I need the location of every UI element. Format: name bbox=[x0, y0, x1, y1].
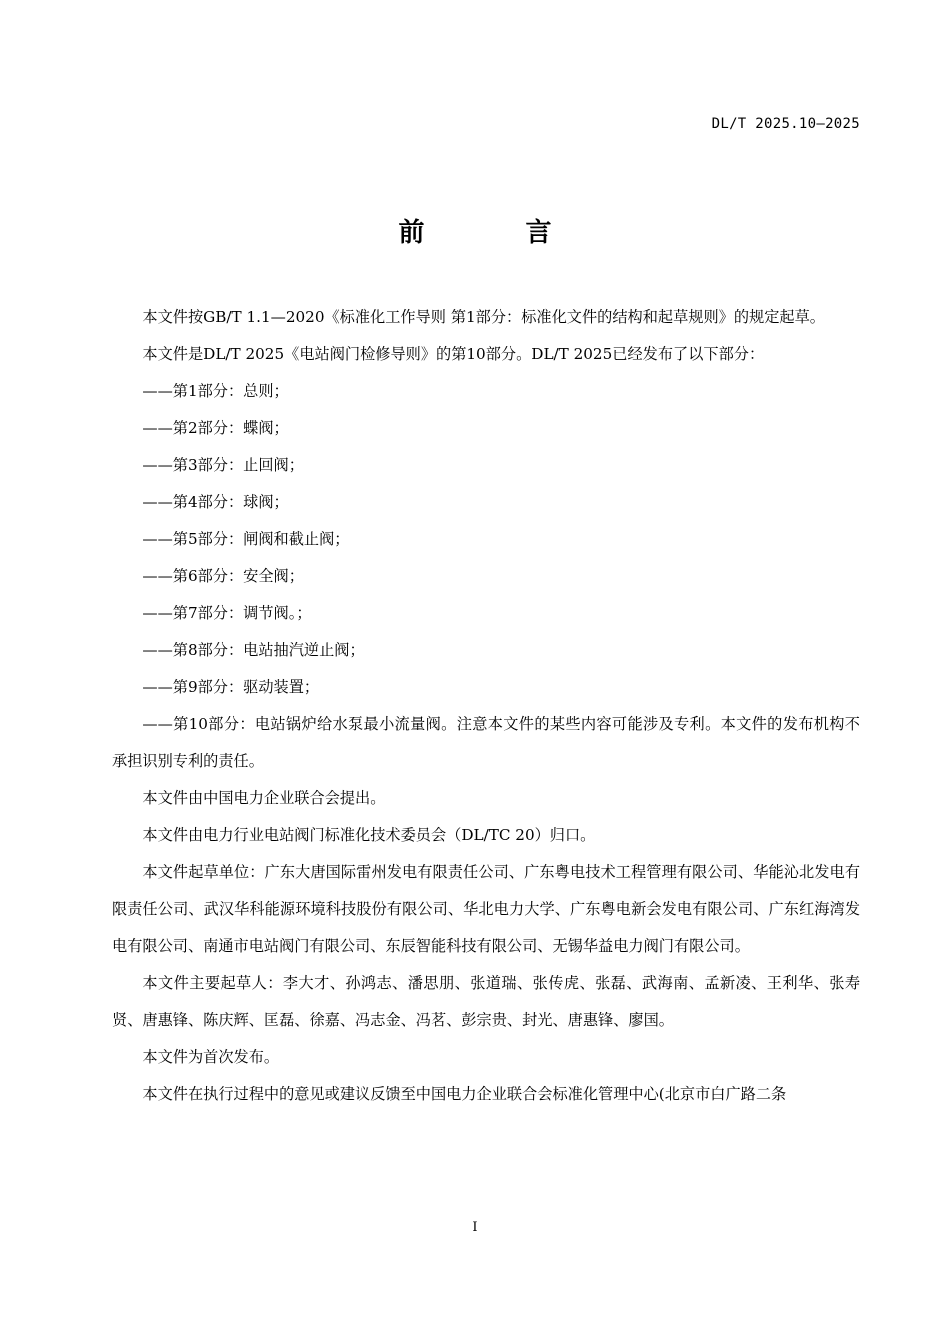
list-item-part-8: ——第8部分：电站抽汽逆止阀； bbox=[142, 641, 365, 659]
paragraph-parts-intro: 本文件是DL/T 2025《电站阀门检修导则》的第10部分。DL/T 2025已经发布了以下部分： bbox=[142, 345, 765, 363]
paragraph-drafters: 本文件主要起草人：李大才、孙鸿志、潘思朋、张道瑞、张传虎、张磊、武海南、孟新凌、王利华、张寿贤、唐惠锋、陈庆辉、匡磊、徐嘉、冯志金、冯茗、彭宗贵、封光、唐惠锋、廖国。 bbox=[112, 974, 860, 1029]
list-item-part-3: ——第3部分：止回阀； bbox=[142, 456, 304, 474]
list-item-part-5: ——第5部分：闸阀和截止阀； bbox=[142, 530, 350, 548]
document-body bbox=[112, 299, 860, 1113]
page-title: 前 言 bbox=[398, 218, 598, 248]
list-item-part-7: ——第7部分：调节阀。； bbox=[142, 604, 312, 622]
page-number: I bbox=[472, 1220, 478, 1235]
paragraph-scope: 本文件按GB/T 1.1—2020《标准化工作导则 第1部分：标准化文件的结构和起草规则》的规定起草。 bbox=[142, 308, 825, 326]
list-item-part-10: ——第10部分：电站锅炉给水泵最小流量阀。注意本文件的某些内容可能涉及专利。本文件的发布机构不承担识别专利的责任。 bbox=[112, 715, 860, 770]
list-item-part-6: ——第6部分：安全阀； bbox=[142, 567, 304, 585]
list-item-part-9: ——第9部分：驱动装置； bbox=[142, 678, 320, 696]
paragraph-proposer: 本文件由中国电力企业联合会提出。 bbox=[142, 789, 386, 807]
list-item-part-4: ——第4部分：球阀； bbox=[142, 493, 289, 511]
paragraph-first-release: 本文件为首次发布。 bbox=[142, 1048, 280, 1066]
paragraph-feedback: 本文件在执行过程中的意见或建议反馈至中国电力企业联合会标准化管理中心(北京市白广路二条 bbox=[142, 1085, 787, 1103]
paragraph-committee: 本文件由电力行业电站阀门标准化技术委员会（DL/TC 20）归口。 bbox=[142, 826, 596, 844]
list-item-part-2: ——第2部分：蝶阀； bbox=[142, 419, 289, 437]
list-item-part-1: ——第1部分：总则； bbox=[142, 382, 289, 400]
paragraph-drafting-units: 本文件起草单位：广东大唐国际雷州发电有限责任公司、广东粤电技术工程管理有限公司、华能沁北发电有限责任公司、武汉华科能源环境科技股份有限公司、华北电力大学、广东粤电新会发电有限公司、广东红海湾发电有限公司、南通市电站阀门有限公司、东辰智能科技有限公司、无锡华益电力阀门有限公司。 bbox=[112, 863, 860, 955]
document-code: DL/T 2025.10—2025 bbox=[711, 116, 860, 132]
